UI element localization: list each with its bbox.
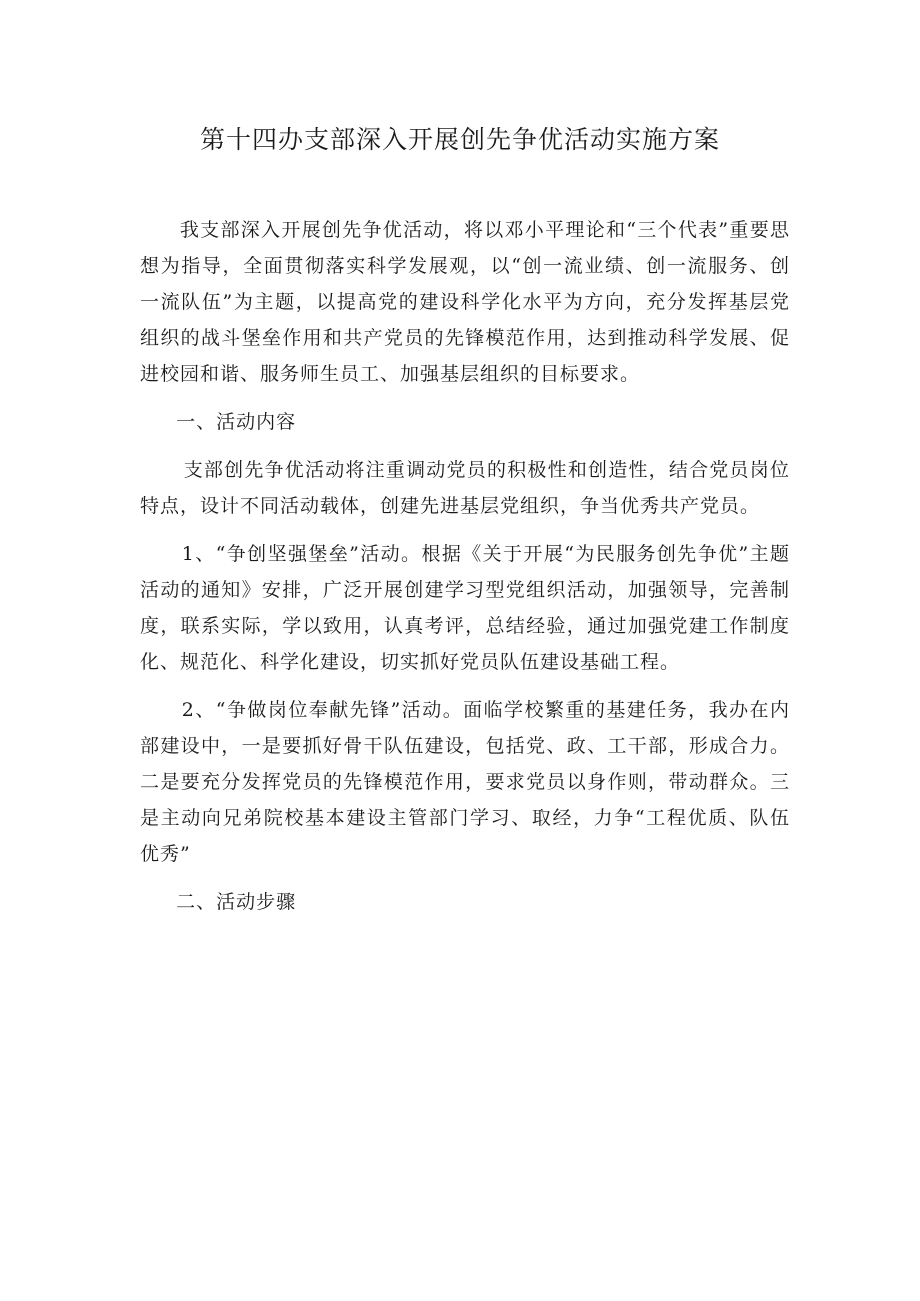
activity-item-2: 2、“争做岗位奉献先锋”活动。面临学校繁重的基建任务，我办在内部建设中，一是要抓好骨干队伍建设，包括党、政、工干部，形成合力。二是要充分发挥党员的先锋模范作用，要求党员以身作则，带动群众。三是主动向兄弟院校基本建设主管部门学习、取经，力争“工程优质、队伍优秀” xyxy=(140,699,790,865)
section-heading-activity-steps: 二、活动步骤 xyxy=(176,891,297,913)
section-heading-activity-content: 一、活动内容 xyxy=(176,411,297,433)
activity-content-paragraph: 支部创先争优活动将注重调动党员的积极性和创造性，结合党员岗位特点，设计不同活动载体，创建先进基层党组织，争当优秀共产党员。 xyxy=(140,459,790,517)
intro-paragraph: 我支部深入开展创先争优活动，将以邓小平理论和“三个代表”重要思想为指导，全面贯彻落实科学发展观，以“创一流业绩、创一流服务、创一流队伍”为主题，以提高党的建设科学化水平为方向，充分发挥基层党组织的战斗堡垒作用和共产党员的先锋模范作用，达到推动科学发展、促进校园和谐、服务师生员工、加强基层组织的目标要求。 xyxy=(140,219,790,385)
document-body xyxy=(140,212,790,932)
document-title: 第十四办支部深入开展创先争优活动实施方案 xyxy=(199,125,720,154)
activity-item-1: 1、“争创坚强堡垒”活动。根据《关于开展“为民服务创先争优”主题活动的通知》安排，广泛开展创建学习型党组织活动，加强领导，完善制度，联系实际，学以致用，认真考评，总结经验，通过加强党建工作制度化、规范化、科学化建设，切实抓好党员队伍建设基础工程。 xyxy=(140,543,790,673)
